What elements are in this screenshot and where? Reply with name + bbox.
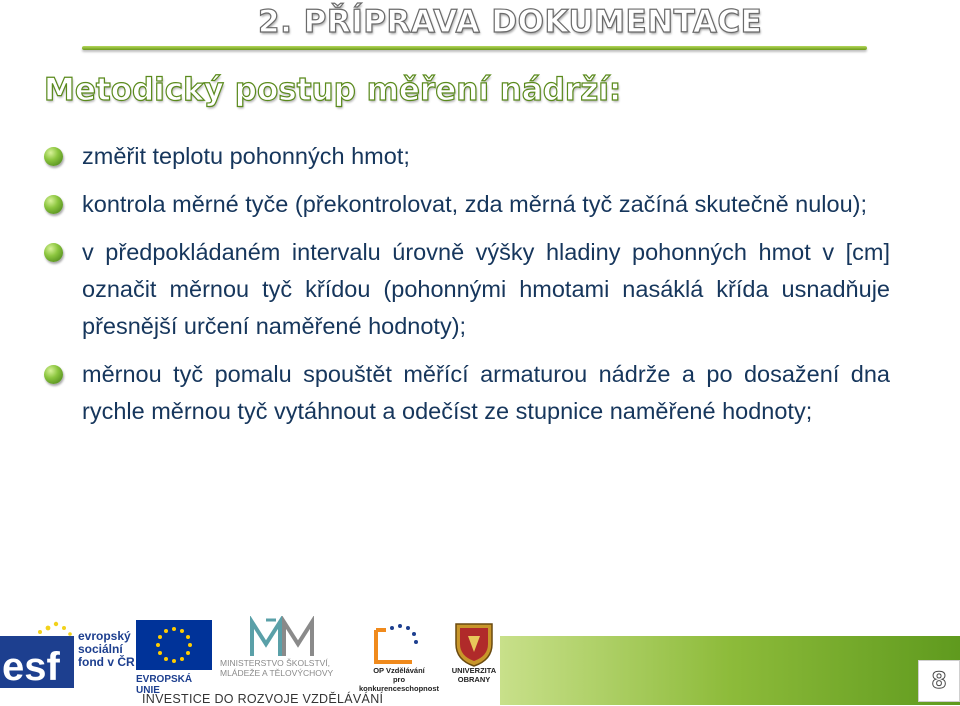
op-line: OP Vzdělávání xyxy=(373,666,425,675)
bullet-list xyxy=(40,138,890,441)
uo-text xyxy=(446,666,502,684)
green-sphere-bullet-icon xyxy=(44,243,63,262)
green-sphere-bullet-icon xyxy=(44,365,63,384)
sponsor-logos xyxy=(0,612,500,705)
eu-label: EVROPSKÁ UNIE xyxy=(136,674,193,696)
footer-band xyxy=(500,636,960,705)
svg-text:esf: esf xyxy=(2,645,60,688)
green-sphere-bullet-icon xyxy=(44,195,63,214)
bullet-text: změřit teplotu pohonných hmot; xyxy=(82,143,410,169)
investice-slogan: INVESTICE DO ROZVOJE VZDĚLÁVÁNÍ xyxy=(142,692,384,706)
list-item xyxy=(40,356,890,430)
esf-line: evropský xyxy=(78,629,131,643)
list-item xyxy=(40,138,890,175)
section-title: 2. PŘÍPRAVA DOKUMENTACE xyxy=(258,4,763,40)
list-item xyxy=(40,234,890,345)
msmt-text xyxy=(220,658,333,678)
msmt-line: MINISTERSTVO ŠKOLSTVÍ, xyxy=(220,658,331,668)
esf-text xyxy=(78,630,135,669)
msmt-line: MLÁDEŽE A TĚLOVÝCHOVY xyxy=(220,668,334,678)
esf-line: fond v ČR xyxy=(78,655,135,669)
op-text xyxy=(354,666,444,693)
bullet-text: měrnou tyč pomalu spouštět měřící armaturou nádrže a po dosažení dna rychle měrnou tyč vytáhnout a odečíst ze stupnice naměřené hodnoty; xyxy=(82,361,890,424)
uo-line: OBRANY xyxy=(457,675,491,684)
slide-title: Metodický postup měření nádrží: xyxy=(44,72,622,108)
eu-flag-icon xyxy=(136,620,212,670)
bullet-text: kontrola měrné tyče (překontrolovat, zda měrná tyč začíná skutečně nulou); xyxy=(82,191,868,217)
esf-line: sociální xyxy=(78,642,123,656)
bullet-text: v předpokládaném intervalu úrovně výšky hladiny pohonných hmot v [cm] označit měrnou tyč křídou (pohonnými hmotami nasáklá křída usnadňuje přesnější určení naměřené hodnoty); xyxy=(82,239,890,339)
op-line: pro konkurenceschopnost xyxy=(358,675,440,693)
university-crest-icon xyxy=(452,618,496,668)
uo-line: UNIVERZITA xyxy=(451,666,497,675)
op-logo-icon xyxy=(370,618,432,668)
list-item xyxy=(40,186,890,223)
green-sphere-bullet-icon xyxy=(44,147,63,166)
header-divider xyxy=(82,46,867,50)
page-number: 8 xyxy=(918,660,960,702)
